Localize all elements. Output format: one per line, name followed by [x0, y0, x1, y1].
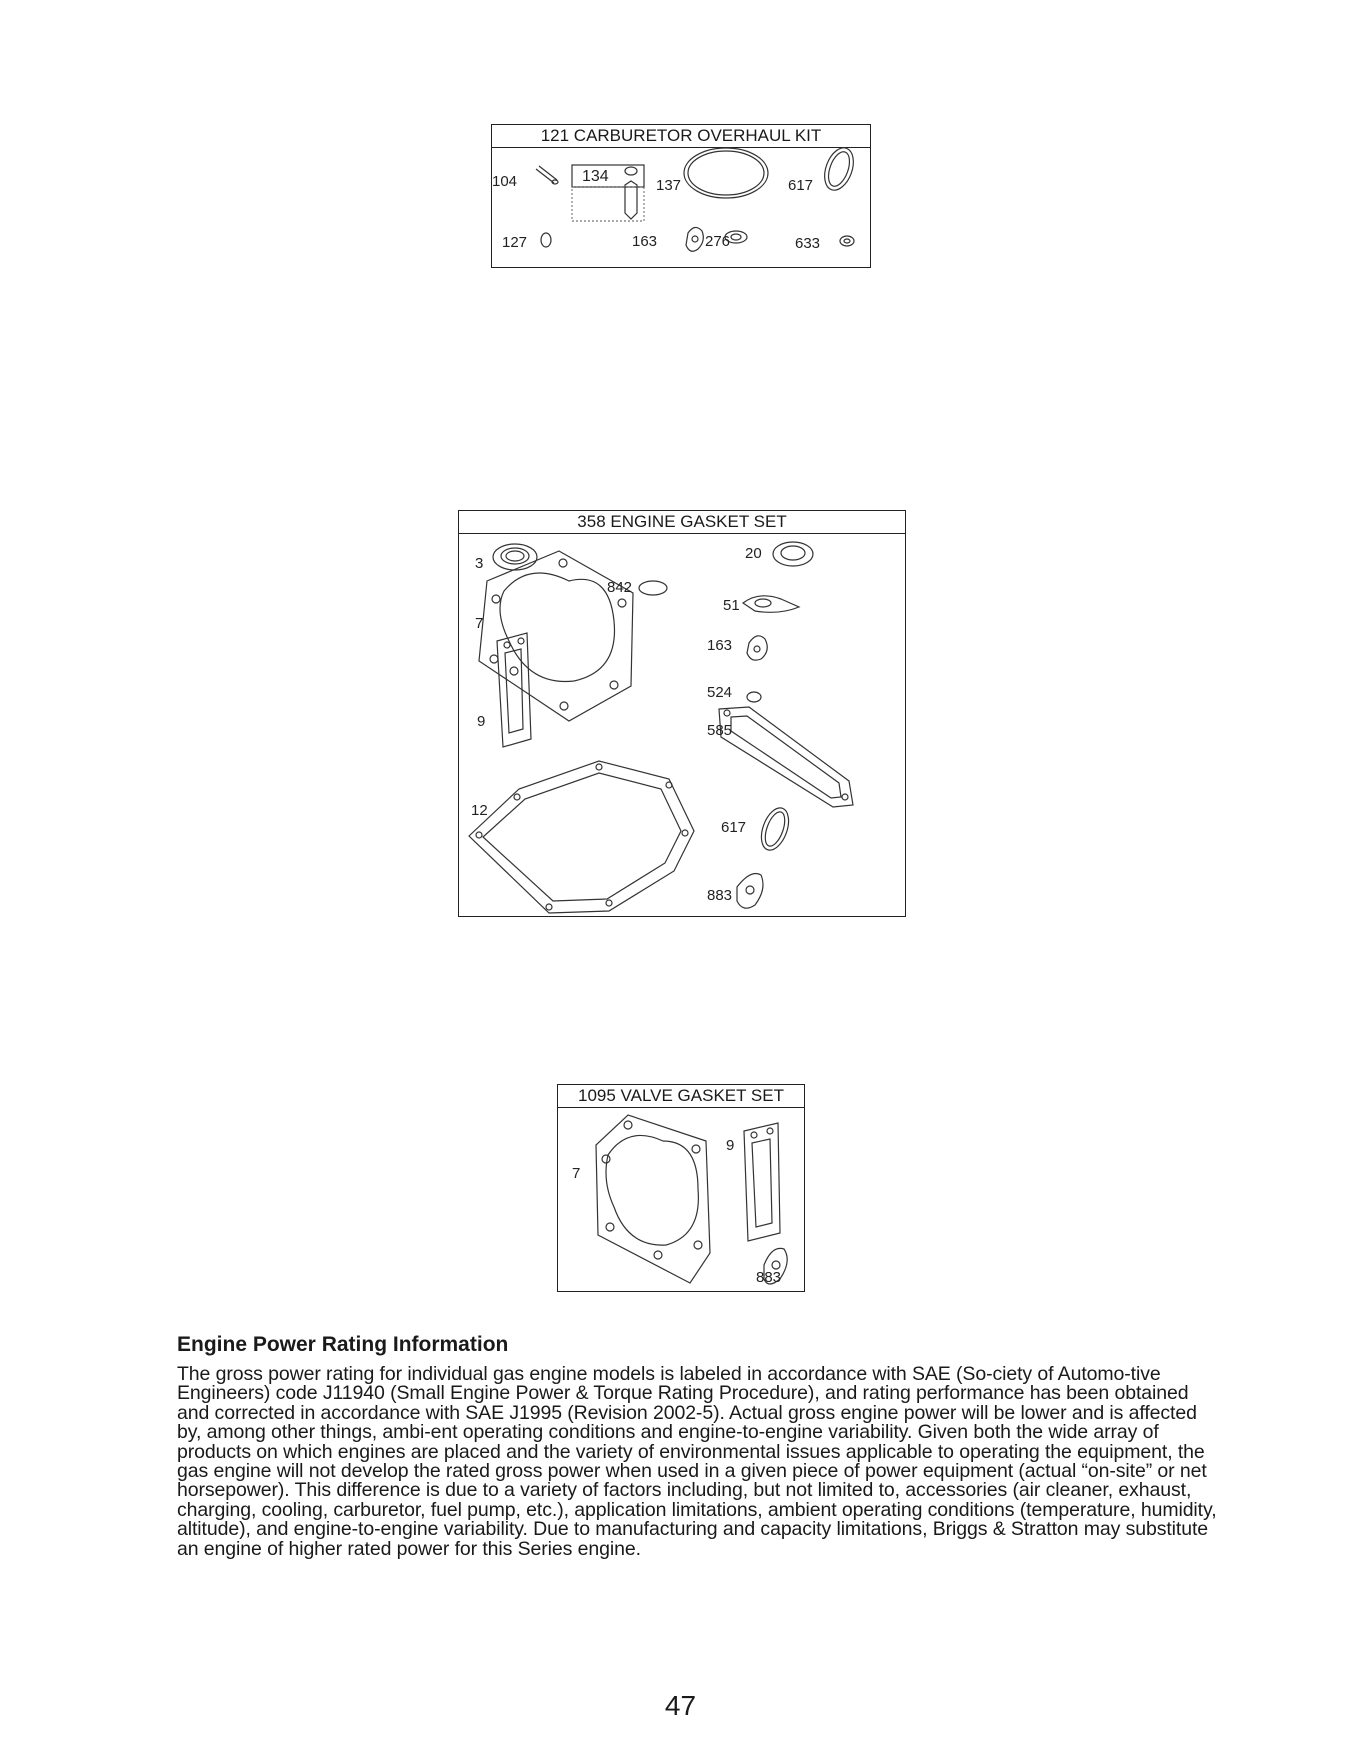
part-7-head-gasket-illustration	[479, 551, 633, 721]
part-12-crankcase-gasket-illustration	[469, 761, 694, 913]
part-label-7: 7	[572, 1165, 581, 1182]
part-524-washer-illustration	[747, 692, 761, 702]
part-633-washer-illustration	[840, 236, 854, 246]
part-label-883: 883	[707, 887, 733, 904]
kit-title: 358 ENGINE GASKET SET	[459, 511, 905, 534]
part-label-134: 134	[582, 168, 609, 185]
part-617-o-ring-illustration	[756, 804, 794, 854]
part-label-9: 9	[726, 1137, 735, 1154]
part-9-valve-cover-gasket-illustration	[744, 1123, 780, 1241]
engine-gasket-kit-panel	[458, 510, 906, 917]
part-label-524: 524	[707, 684, 733, 701]
part-label-127: 127	[502, 234, 528, 251]
part-label-51: 51	[723, 597, 740, 614]
part-label-7: 7	[475, 615, 484, 632]
part-137-bowl-gasket-illustration	[684, 148, 768, 198]
part-label-617: 617	[721, 819, 747, 836]
part-label-163: 163	[632, 233, 658, 250]
part-585-gasket-illustration	[719, 707, 853, 807]
part-label-585: 585	[707, 722, 733, 739]
page-number: 47	[664, 1690, 697, 1721]
part-label-12: 12	[471, 802, 488, 819]
valve-gasket-kit-panel	[557, 1084, 805, 1292]
part-label-9: 9	[477, 713, 486, 730]
part-51-gasket-illustration	[743, 596, 799, 613]
part-label-104: 104	[492, 173, 518, 190]
part-label-3: 3	[475, 555, 484, 572]
kit-title: 1095 VALVE GASKET SET	[558, 1085, 804, 1108]
carburetor-kit-panel	[491, 124, 871, 268]
part-label-617: 617	[788, 177, 814, 194]
part-20-oil-seal-illustration	[773, 542, 813, 566]
part-104-pin-illustration	[536, 166, 558, 184]
part-127-washer-illustration	[541, 233, 551, 247]
part-label-163: 163	[707, 637, 733, 654]
section-heading: Engine Power Rating Information	[177, 1333, 509, 1356]
kit-title: 121 CARBURETOR OVERHAUL KIT	[492, 125, 870, 148]
part-label-276: 276	[705, 233, 731, 250]
part-label-20: 20	[745, 545, 762, 562]
part-label-842: 842	[607, 579, 633, 596]
part-842-o-ring-illustration	[639, 581, 667, 595]
engine-gasket-kit-illustration	[459, 511, 905, 916]
part-163-gasket-illustration	[686, 227, 703, 251]
part-163-gasket-illustration	[747, 636, 767, 660]
part-883-gasket-illustration	[737, 874, 763, 909]
part-617-o-ring-illustration	[819, 144, 858, 194]
section-body-text: The gross power rating for individual gas engine models is labeled in accordance with SAE (So-ciety of Automo-tive Engineers) code J11940 (Small Engine Power & Torque Rating Procedure), and rating performance has been obtained and corrected in accordance with SAE J1995 (Revision 2002-5). Actual gross engine power will be lower and is affected by, among other things, ambi-ent operating conditions and engine-to-engine variability. Given both the wide array of products on which engines are placed and the variety of environmental issues applicable to operating the equipment, the gas engine will not develop the rated gross power when used in a given piece of power equipment (actual “on-site” or net horsepower). This difference is due to a variety of factors including, but not limited to, accessories (air cleaner, exhaust, charging, cooling, carburetor, fuel pump, etc.), application limitations, ambient operating conditions (temperature, humidity, altitude), and engine-to-engine variability. Due to manufacturing and capacity limitations, Briggs & Stratton may substitute an engine of higher rated power for this Series engine.	[177, 1363, 1217, 1560]
part-3-oil-seal-illustration	[493, 544, 537, 570]
part-label-633: 633	[795, 235, 821, 252]
valve-gasket-kit-illustration	[558, 1085, 804, 1291]
part-label-137: 137	[656, 177, 682, 194]
part-label-883: 883	[756, 1269, 782, 1286]
part-7-head-gasket-illustration	[596, 1115, 710, 1283]
